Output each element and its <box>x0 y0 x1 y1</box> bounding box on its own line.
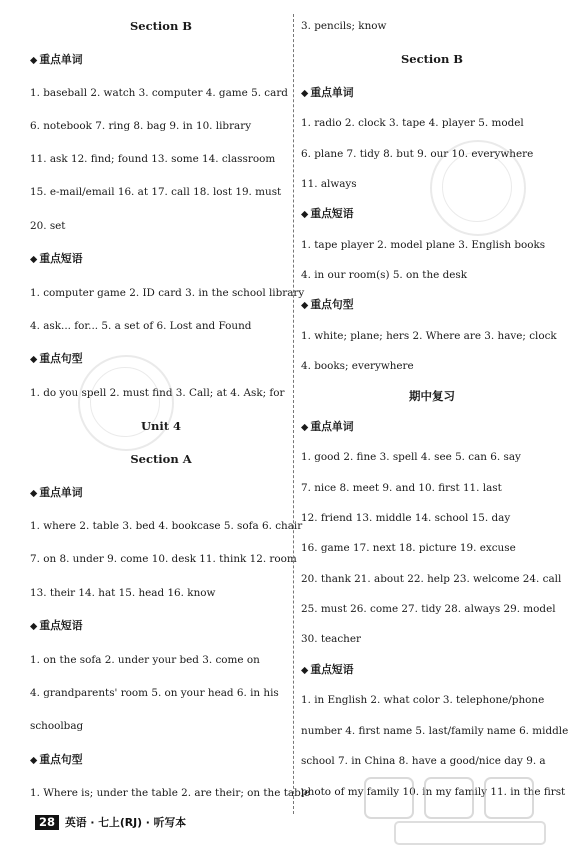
section-b-heading: Section B <box>400 52 464 66</box>
diamond-bullet-icon: ◆ <box>30 621 38 632</box>
page-footer <box>35 814 186 830</box>
diamond-bullet-icon: ◆ <box>30 254 38 265</box>
diamond-bullet-icon: ◆ <box>301 665 309 676</box>
vocab-line: 15. e-mail/email 16. at 17. call 18. lost 19. must <box>30 186 282 198</box>
sentence-line: 4. books; everywhere <box>301 360 414 372</box>
diamond-bullet-icon: ◆ <box>301 422 309 433</box>
diamond-bullet-icon: ◆ <box>30 488 38 499</box>
phrase-line: photo of my family 10. in my family 11. in the first <box>301 786 566 798</box>
vocab-line: 11. ask 12. find; found 13. some 14. classroom <box>30 153 276 165</box>
phrase-line: 4. grandparents' room 5. on your head 6. in his <box>30 687 279 699</box>
watermark-stamp-icon <box>78 355 174 451</box>
diamond-bullet-icon: ◆ <box>301 300 309 311</box>
phrase-line: 1. tape player 2. model plane 3. English books <box>301 239 546 251</box>
vocab-line: 7. on 8. under 9. come 10. desk 11. think 12. room <box>30 553 297 565</box>
sentence-title: ◆ 重点句型 <box>301 298 354 311</box>
vocab-line: 12. friend 13. middle 14. school 15. day <box>301 512 511 524</box>
phrase-line: school 7. in China 8. have a good/nice day 9. a <box>301 755 546 767</box>
vocab-title: ◆ 重点单词 <box>30 53 83 66</box>
phrase-title: ◆ 重点短语 <box>30 252 83 265</box>
watermark-logo-icon <box>345 772 570 848</box>
vocab-line: 11. always <box>301 178 357 190</box>
vocab-line: 7. nice 8. meet 9. and 10. first 11. last <box>301 482 502 494</box>
vocab-title: ◆ 重点单词 <box>301 420 354 433</box>
vocab-line: 1. where 2. table 3. bed 4. bookcase 5. sofa 6. chair <box>30 520 303 532</box>
vocab-line: 1. radio 2. clock 3. tape 4. player 5. model <box>301 117 524 129</box>
vocab-line: 1. baseball 2. watch 3. computer 4. game 5. card <box>30 87 288 99</box>
watermark-stamp-icon <box>430 140 526 236</box>
phrase-line: 4. ask... for... 5. a set of 6. Lost and Found <box>30 320 252 332</box>
vocab-line: 30. teacher <box>301 633 361 645</box>
sentence-line: 1. white; plane; hers 2. Where are 3. have; clock <box>301 330 557 342</box>
vocab-title: ◆ 重点单词 <box>301 86 354 99</box>
vocab-line: 1. good 2. fine 3. spell 4. see 5. can 6. say <box>301 451 521 463</box>
phrase-title: ◆ 重点短语 <box>301 663 354 676</box>
vocab-line: 16. game 17. next 18. picture 19. excuse <box>301 542 516 554</box>
diamond-bullet-icon: ◆ <box>30 354 38 365</box>
continued-line: 3. pencils; know <box>301 20 387 32</box>
sentence-line: 1. do you spell 2. must find 3. Call; at 4. Ask; for <box>30 387 285 399</box>
column-divider <box>293 14 294 814</box>
vocab-line: 20. set <box>30 220 66 232</box>
phrase-line: schoolbag <box>30 720 84 732</box>
phrase-line: 1. computer game 2. ID card 3. in the school library <box>30 287 305 299</box>
midterm-review-heading: 期中复习 <box>409 389 455 403</box>
unit-heading: Unit 4 <box>140 419 182 433</box>
vocab-line: 6. plane 7. tidy 8. but 9. our 10. everywhere <box>301 148 534 160</box>
vocab-line: 13. their 14. hat 15. head 16. know <box>30 587 216 599</box>
phrase-line: number 4. first name 5. last/family name 6. middle <box>301 725 569 737</box>
sentence-title: ◆ 重点句型 <box>30 352 83 365</box>
phrase-title: ◆ 重点短语 <box>301 207 354 220</box>
vocab-line: 20. thank 21. about 22. help 23. welcome 24. call <box>301 573 562 585</box>
phrase-line: 1. on the sofa 2. under your bed 3. come on <box>30 654 260 666</box>
book-title: 英语 · 七上(RJ) · 听写本 <box>65 815 187 829</box>
vocab-title: ◆ 重点单词 <box>30 486 83 499</box>
sentence-line: 1. Where is; under the table 2. are their; on the table <box>30 787 311 799</box>
section-a-heading: Section A <box>130 452 192 466</box>
diamond-bullet-icon: ◆ <box>30 55 38 66</box>
sentence-title: ◆ 重点句型 <box>30 753 83 766</box>
diamond-bullet-icon: ◆ <box>301 209 309 220</box>
section-b-heading: Section B <box>129 19 193 33</box>
diamond-bullet-icon: ◆ <box>30 755 38 766</box>
phrase-line: 1. in English 2. what color 3. telephone/phone <box>301 694 545 706</box>
phrase-title: ◆ 重点短语 <box>30 619 83 632</box>
vocab-line: 6. notebook 7. ring 8. bag 9. in 10. library <box>30 120 252 132</box>
diamond-bullet-icon: ◆ <box>301 88 309 99</box>
page-number: 28 <box>35 815 59 830</box>
phrase-line: 4. in our room(s) 5. on the desk <box>301 269 468 281</box>
vocab-line: 25. must 26. come 27. tidy 28. always 29. model <box>301 603 556 615</box>
